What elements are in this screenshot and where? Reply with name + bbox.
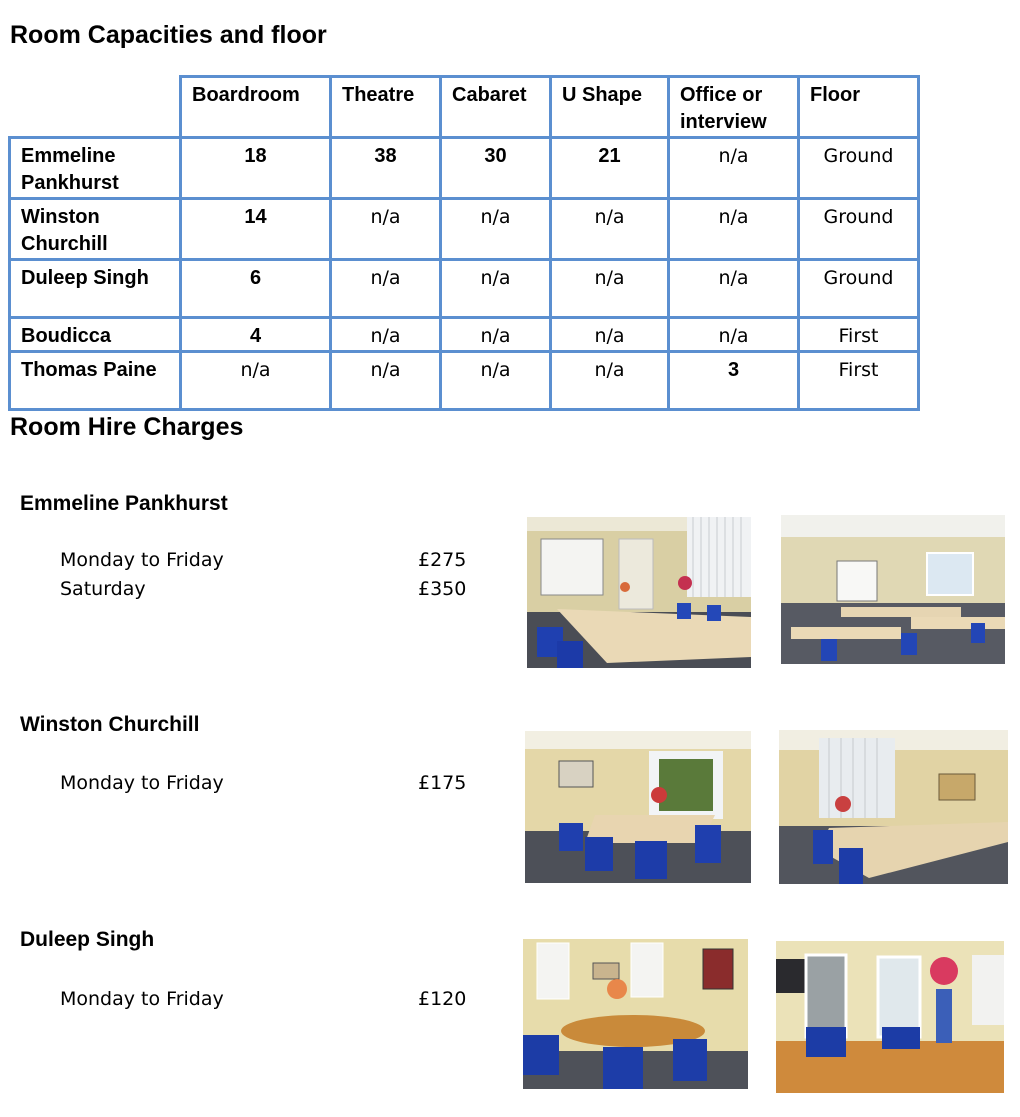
u-shape-cell: n/a bbox=[551, 199, 669, 260]
boardroom-cell: 18 bbox=[181, 138, 331, 199]
charge-label: Monday to Friday bbox=[60, 988, 224, 1010]
room-photo bbox=[527, 517, 751, 668]
room-name-cell: Thomas Paine bbox=[10, 352, 181, 410]
u-shape-cell: n/a bbox=[551, 318, 669, 352]
charge-label: Saturday bbox=[60, 578, 146, 600]
boardroom-cell: 4 bbox=[181, 318, 331, 352]
floor-cell: First bbox=[799, 352, 919, 410]
charge-label: Monday to Friday bbox=[60, 549, 224, 571]
floor-cell: Ground bbox=[799, 138, 919, 199]
theatre-cell: n/a bbox=[331, 318, 441, 352]
theatre-cell: n/a bbox=[331, 199, 441, 260]
room-photo bbox=[523, 939, 748, 1089]
boardroom-cell: 6 bbox=[181, 260, 331, 318]
room-name-cell: Duleep Singh bbox=[10, 260, 181, 318]
floor-cell: Ground bbox=[799, 199, 919, 260]
header-blank-cell bbox=[10, 77, 181, 138]
floor-cell: First bbox=[799, 318, 919, 352]
room-name-cell: Winston Churchill bbox=[10, 199, 181, 260]
table-header-row bbox=[10, 77, 919, 138]
room-photo bbox=[779, 730, 1008, 884]
table-row bbox=[10, 318, 919, 352]
charge-label: Monday to Friday bbox=[60, 772, 224, 794]
room-photo bbox=[781, 515, 1005, 664]
charge-price: £275 bbox=[418, 549, 467, 571]
hire-room-name: Emmeline Pankhurst bbox=[20, 492, 228, 515]
header-boardroom: Boardroom bbox=[181, 77, 331, 138]
office-cell: n/a bbox=[669, 199, 799, 260]
cabaret-cell: n/a bbox=[441, 260, 551, 318]
header-cabaret: Cabaret bbox=[441, 77, 551, 138]
u-shape-cell: 21 bbox=[551, 138, 669, 199]
capacities-title: Room Capacities and floor bbox=[10, 21, 327, 49]
boardroom-cell: n/a bbox=[181, 352, 331, 410]
hire-room-name: Duleep Singh bbox=[20, 928, 155, 951]
cabaret-cell: 30 bbox=[441, 138, 551, 199]
table-row bbox=[10, 352, 919, 410]
room-photo bbox=[525, 731, 751, 883]
charge-price: £350 bbox=[418, 578, 467, 600]
u-shape-cell: n/a bbox=[551, 260, 669, 318]
table-row bbox=[10, 199, 919, 260]
theatre-cell: n/a bbox=[331, 352, 441, 410]
boardroom-cell: 14 bbox=[181, 199, 331, 260]
header-u-shape: U Shape bbox=[551, 77, 669, 138]
hire-charges-title: Room Hire Charges bbox=[10, 413, 244, 441]
office-cell: 3 bbox=[669, 352, 799, 410]
theatre-cell: 38 bbox=[331, 138, 441, 199]
cabaret-cell: n/a bbox=[441, 352, 551, 410]
floor-cell: Ground bbox=[799, 260, 919, 318]
table-row bbox=[10, 260, 919, 318]
room-name-cell: Boudicca bbox=[10, 318, 181, 352]
cabaret-cell: n/a bbox=[441, 318, 551, 352]
table-row bbox=[10, 138, 919, 199]
charge-price: £120 bbox=[418, 988, 467, 1010]
charge-price: £175 bbox=[418, 772, 467, 794]
capacity-table bbox=[8, 75, 920, 411]
office-cell: n/a bbox=[669, 318, 799, 352]
u-shape-cell: n/a bbox=[551, 352, 669, 410]
office-cell: n/a bbox=[669, 138, 799, 199]
cabaret-cell: n/a bbox=[441, 199, 551, 260]
header-office: Office or interview bbox=[669, 77, 799, 138]
room-photo bbox=[776, 941, 1004, 1093]
office-cell: n/a bbox=[669, 260, 799, 318]
hire-room-name: Winston Churchill bbox=[20, 713, 200, 736]
room-name-cell: Emmeline Pankhurst bbox=[10, 138, 181, 199]
header-theatre: Theatre bbox=[331, 77, 441, 138]
theatre-cell: n/a bbox=[331, 260, 441, 318]
header-floor: Floor bbox=[799, 77, 919, 138]
